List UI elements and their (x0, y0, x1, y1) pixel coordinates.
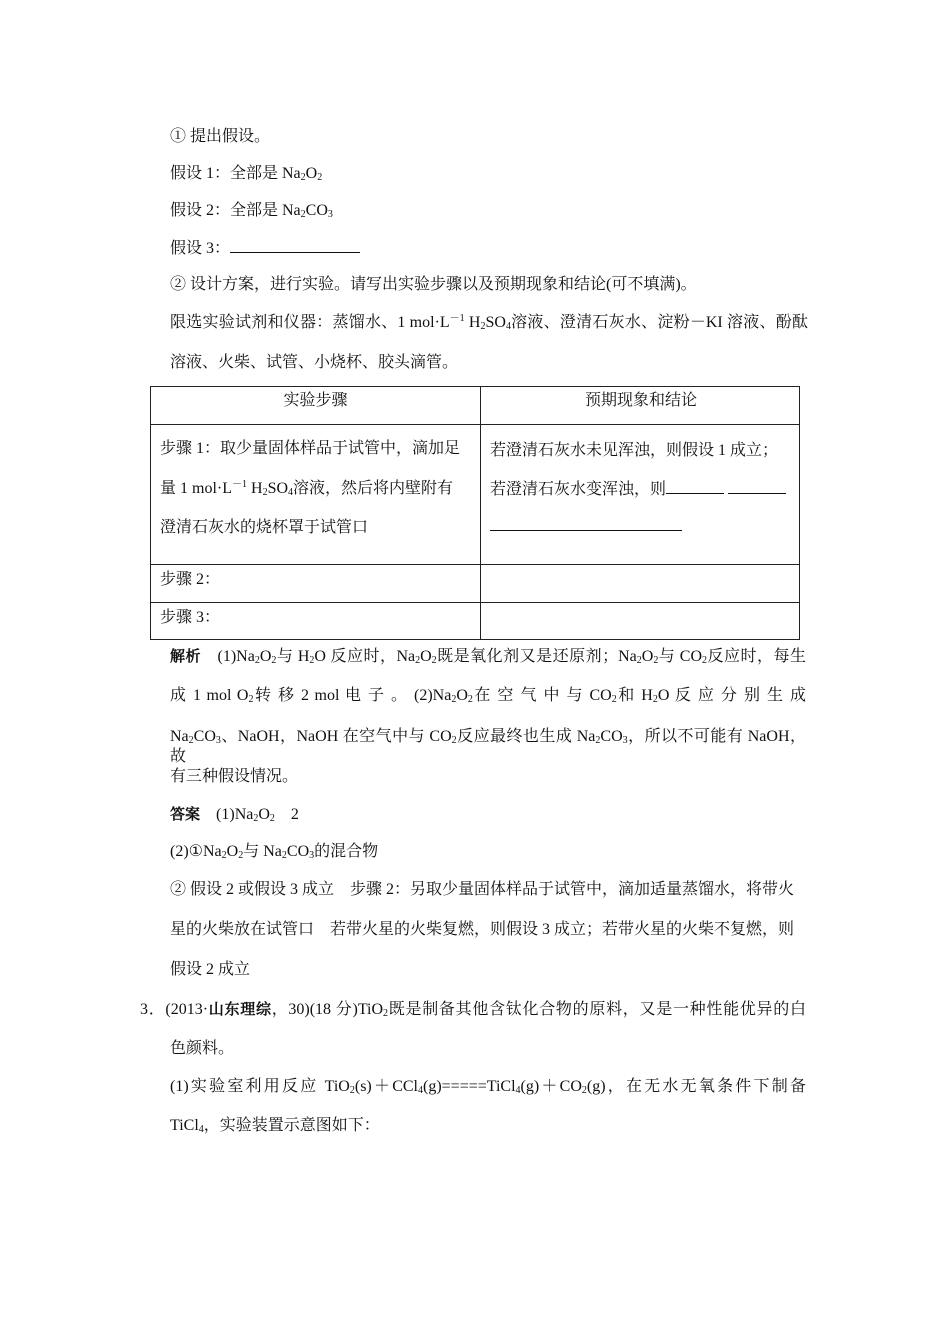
analysis-line-1: 解析 $(1)Na_2O_2$与 $H_2O$ 反应时，$Na_2O_2$既是氧化剂又是还原剂；$Na_2O_2$与 $CO_2$反应时，每生 (170, 647, 806, 666)
table-header-results: 预期现象和结论 (584, 392, 697, 409)
answer-line-2: $(2)①Na_2O_2$与 $Na_2CO_3$的混合物 (170, 843, 379, 861)
table-header-steps: 实验步骤 (283, 392, 348, 409)
hypothesis-2: 假设 2：全部是 $Na_2CO_3$ (170, 202, 333, 220)
result-line-3 (490, 516, 682, 537)
subscript: 2 (300, 172, 306, 183)
subscript: 3 (215, 735, 221, 746)
subscript: 4 (198, 1124, 204, 1135)
subscript: 2 (262, 487, 268, 498)
step1-line-1: 步骤 1：取少量固体样品于试管中，滴加足 (160, 440, 461, 457)
subscript: 2 (451, 735, 457, 746)
subscript: 2 (636, 655, 642, 666)
question-3-line-2: 色颜料。 (170, 1040, 235, 1057)
subscript: 2 (383, 1008, 389, 1019)
subscript: 3 (622, 735, 628, 746)
subscript: 2 (300, 209, 306, 220)
hypothesis-3: 假设 3： (170, 238, 360, 259)
subscript: 2 (581, 1085, 587, 1096)
subscript: 2 (317, 172, 323, 183)
step1-line-2: 量 1 $mol\cdot L^{-1}$ $H_2SO_4$溶液，然后将内壁附有 (160, 479, 454, 498)
step2-label: 步骤 2： (160, 571, 221, 588)
analysis-line-4: 有三种假设情况。 (170, 768, 299, 785)
subscript: 2 (415, 655, 421, 666)
answer-label: 答案 (170, 805, 201, 823)
answer-line-4: 星的火柴放在试管口 若带火星的火柴复燃，则假设 3 成立；若带火星的火柴不复燃，则 (170, 921, 795, 938)
subscript: 2 (595, 735, 601, 746)
subscript: 2 (309, 655, 315, 666)
analysis-label: 解析 (170, 647, 201, 665)
reagents-line-2: 溶液、火柴、试管、小烧杯、胶头滴管。 (170, 354, 459, 371)
answer-line-3: ② 假设 2 或假设 3 成立 步骤 2：另取少量固体样品于试管中，滴加适量蒸馏水，将带火 (170, 881, 795, 898)
analysis-line-3: $Na_2CO_3$、NaOH，NaOH 在空气中与 $CO_2$反应最终也生成 $Na_2CO_3$，所以不可能有 NaOH，故 (170, 728, 806, 765)
question-3-line-1: 3．(2013·山东理综，30)(18 分)TiO$_2$既是制备其他含钛化合物的原料，又是一种性能优异的白 (140, 1000, 806, 1019)
answer-line-1: 答案 $(1)Na_2O_2$ 2 (170, 805, 299, 824)
subscript: 2 (253, 813, 259, 824)
subscript: 2 (254, 655, 260, 666)
superscript: －1 (449, 313, 465, 324)
subscript: 2 (480, 321, 486, 332)
experiment-table (150, 386, 800, 640)
subscript: 2 (271, 655, 277, 666)
subscript: 2 (431, 655, 437, 666)
answer-line-5: 假设 2 成立 (170, 961, 251, 978)
answer-blank (490, 516, 682, 531)
subscript: 2 (269, 813, 275, 824)
result-line-1: 若澄清石灰水未见浑浊，则假设 1 成立； (490, 442, 779, 459)
subscript: 2 (702, 655, 708, 666)
hypothesis-1: 假设 1：全部是 $Na_2O_2$ (170, 165, 323, 183)
subscript: 2 (611, 694, 617, 705)
subscript: 2 (188, 735, 194, 746)
step1-line-3: 澄清石灰水的烧杯罩于试管口 (160, 519, 369, 536)
subscript: 2 (451, 694, 457, 705)
answer-blank (666, 479, 724, 494)
subscript: 4 (505, 321, 511, 332)
question-3-source: 山东理综 (208, 1000, 272, 1018)
superscript: －1 (232, 479, 247, 490)
result-line-2: 若澄清石灰水变浑浊，则 (490, 479, 786, 500)
design-instruction: ② 设计方案，进行实验。请写出实验步骤以及预期现象和结论(可不填满)。 (170, 276, 697, 293)
hypothesis-step-title: ① 提出假设。 (170, 128, 271, 145)
subscript: 2 (349, 1085, 355, 1096)
subscript: 4 (418, 1085, 423, 1096)
question-3-part-1: (1)实验室利用反应 $TiO_2(s)+CCl_4(g)=====TiCl_4(g)+CO_2(g)$，在无水无氧条件下制备 (170, 1078, 806, 1096)
subscript: 2 (467, 694, 473, 705)
subscript: 2 (281, 850, 287, 861)
answer-blank (230, 238, 360, 253)
subscript: 4 (288, 487, 294, 498)
analysis-line-2: 成 1 mol $O_2$转 移 2 mol 电 子 。 $(2)Na_2O_2$在 空 气 中 与 $CO_2$和 $H_2O$ 反 应 分 别 生 成 (170, 687, 806, 705)
subscript: 2 (221, 850, 227, 861)
subscript: 2 (653, 655, 659, 666)
reagents-line-1: 限选实验试剂和仪器：蒸馏水、1 $mol\cdot L^{-1}$ $H_2SO_4$溶液、澄清石灰水、淀粉－KI 溶液、酚酞 (170, 313, 808, 332)
subscript: 4 (515, 1085, 521, 1096)
subscript: 2 (248, 694, 254, 705)
answer-blank (728, 479, 786, 494)
subscript: 2 (238, 850, 244, 861)
subscript: 3 (327, 209, 333, 220)
question-3-part-1-line-2: TiCl$_4$，实验装置示意图如下： (170, 1117, 380, 1135)
subscript: 2 (652, 694, 658, 705)
subscript: 3 (309, 850, 315, 861)
step3-label: 步骤 3： (160, 609, 221, 626)
